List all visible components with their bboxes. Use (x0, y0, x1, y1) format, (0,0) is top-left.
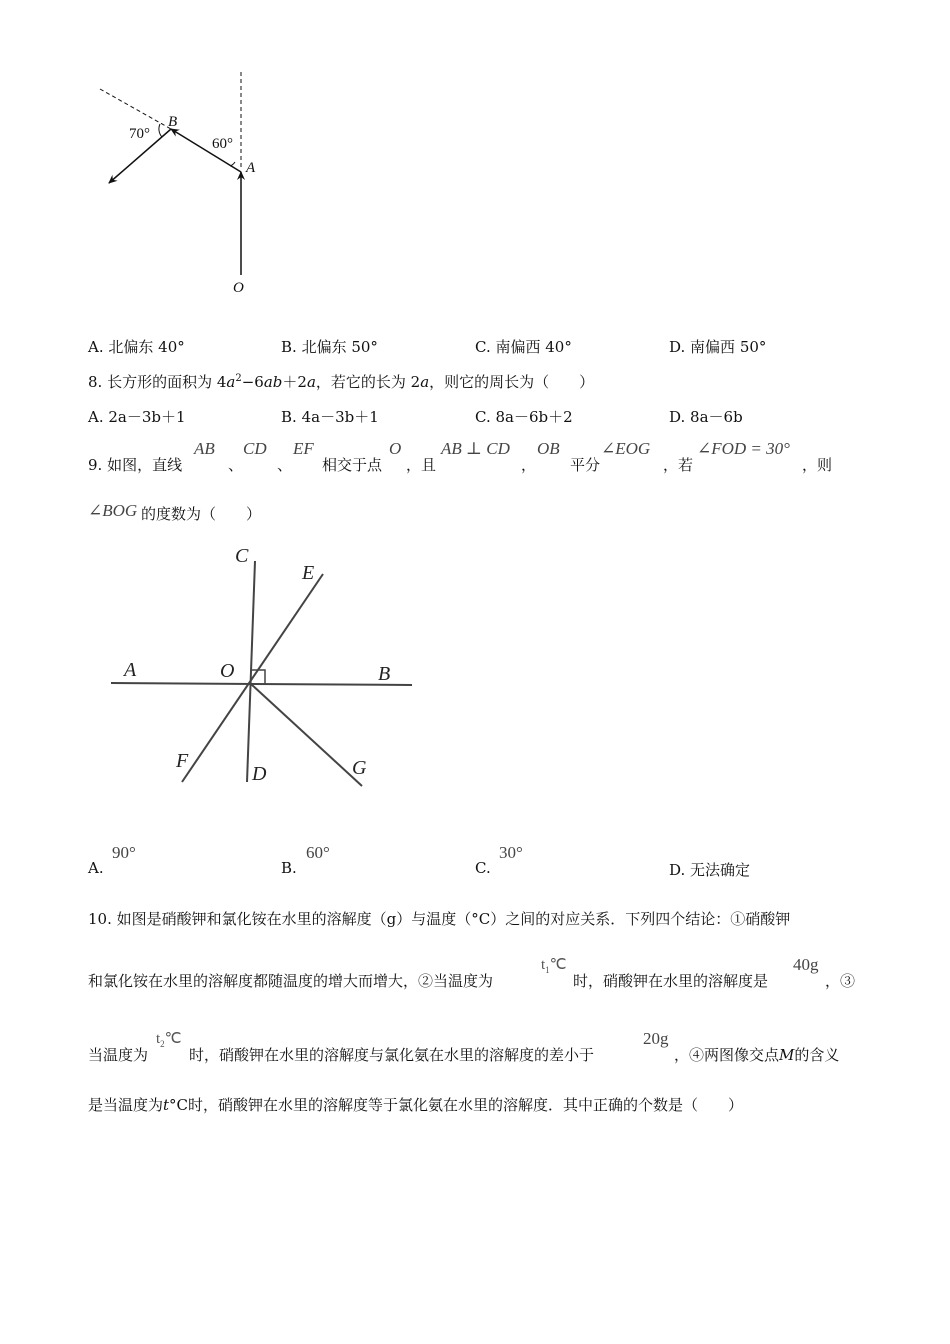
math-cd: CD (243, 439, 267, 458)
line-cd (247, 561, 255, 782)
q9-text-then: ，则 (802, 456, 833, 474)
q10-line-1: 10. 如图是硝酸钾和氯化铵在水里的溶解度（g）与温度（°C）之间的对应关系．下列四个结论：①硝酸钾 (88, 910, 791, 928)
angle-arc-a (230, 162, 235, 166)
math-ab: AB (194, 439, 215, 458)
fig9-label-b: B (378, 663, 391, 685)
q9-option-c-value: 30° (499, 843, 523, 862)
ray-og (251, 684, 362, 786)
q9-option-b-value: 60° (306, 843, 330, 862)
q9-option-b-letter[interactable]: B. (281, 859, 297, 877)
q9-number-and-intro: 9. 如图，直线 (88, 456, 183, 474)
q8-option-c[interactable]: C. 8a－6b＋2 (475, 408, 573, 426)
point-label-o: O (233, 280, 244, 296)
q10-line-4: 是当温度为t°C时，硝酸钾在水里的溶解度等于氯化氨在水里的溶解度．其中正确的个数是（ ） (88, 1096, 744, 1114)
q10-line-3a: 当温度为 (88, 1046, 149, 1064)
q10-value-20g: 20g (643, 1029, 669, 1048)
math-bog: ∠BOG (88, 501, 138, 520)
q8-option-b[interactable]: B. 4a－3b＋1 (281, 408, 379, 426)
q7-option-a[interactable]: A. 北偏东 40° (88, 338, 185, 356)
q8-stem: 8. 长方形的面积为 $4a^2-6ab+2a$，若它的长为 2a，则它的周长为（ ） (88, 373, 595, 391)
point-label-b: B (168, 114, 178, 130)
q9-option-a-value: 90° (112, 843, 136, 862)
q9-option-c-letter[interactable]: C. (475, 859, 491, 877)
q10-value-40g: 40g (793, 955, 819, 974)
intersecting-lines-figure (100, 540, 430, 800)
q10-line-3b: 时，硝酸钾在水里的溶解度与氯化氨在水里的溶解度的差小于 (189, 1046, 595, 1064)
angle-label-70: 70° (129, 126, 150, 142)
angle-arc-b (159, 124, 162, 137)
math-ob: OB (537, 439, 560, 458)
q9-text-degree: 的度数为（ ） (141, 505, 262, 523)
math-eog: ∠EOG (601, 439, 651, 458)
math-o: O (389, 439, 402, 458)
separator-2: 、 (277, 456, 293, 474)
q9-text-and: ，且 (406, 456, 437, 474)
q7-option-d[interactable]: D. 南偏西 50° (669, 338, 767, 356)
fig9-label-a: A (124, 659, 137, 681)
fig9-label-g: G (352, 757, 367, 779)
angle-label-60: 60° (212, 136, 233, 152)
fig9-label-c: C (235, 545, 249, 567)
q10-line-2b: 时，硝酸钾在水里的溶解度是 (573, 972, 769, 990)
fig9-label-f: F (176, 750, 189, 772)
q9-comma: ， (521, 456, 537, 474)
q10-t2: $t_2℃$ (156, 1031, 182, 1050)
q10-t1: $t_1℃$ (541, 957, 567, 976)
q10-line-2c: ，③ (825, 972, 856, 990)
q9-text-bisect: 平分 (570, 456, 601, 474)
math-ef: EF (293, 439, 314, 458)
fig9-label-e: E (302, 562, 315, 584)
q8-option-a[interactable]: A. 2a－3b＋1 (88, 408, 186, 426)
separator-1: 、 (228, 456, 244, 474)
direction-figure (90, 65, 270, 305)
math-perp: AB ⊥ CD (441, 439, 510, 458)
math-fod: ∠FOD = 30° (697, 439, 790, 458)
q9-text-if: ，若 (663, 456, 694, 474)
line-ab (111, 683, 412, 685)
q10-line-2a: 和氯化铵在水里的溶解度都随温度的增大而增大，②当温度为 (88, 972, 494, 990)
point-label-a: A (246, 160, 256, 176)
fig9-label-o: O (220, 660, 235, 682)
q7-option-c[interactable]: C. 南偏西 40° (475, 338, 572, 356)
q8-option-d[interactable]: D. 8a－6b (669, 408, 743, 426)
q10-line-3c: ，④两图像交点M的含义 (674, 1046, 840, 1064)
q9-option-d[interactable]: D. 无法确定 (669, 861, 751, 879)
extension-dashed-line-b (100, 89, 171, 129)
q7-option-b[interactable]: B. 北偏东 50° (281, 338, 378, 356)
q9-option-a-letter[interactable]: A. (88, 859, 104, 877)
fig9-label-d: D (252, 763, 267, 785)
q9-text-intersect: 相交于点 (322, 456, 383, 474)
